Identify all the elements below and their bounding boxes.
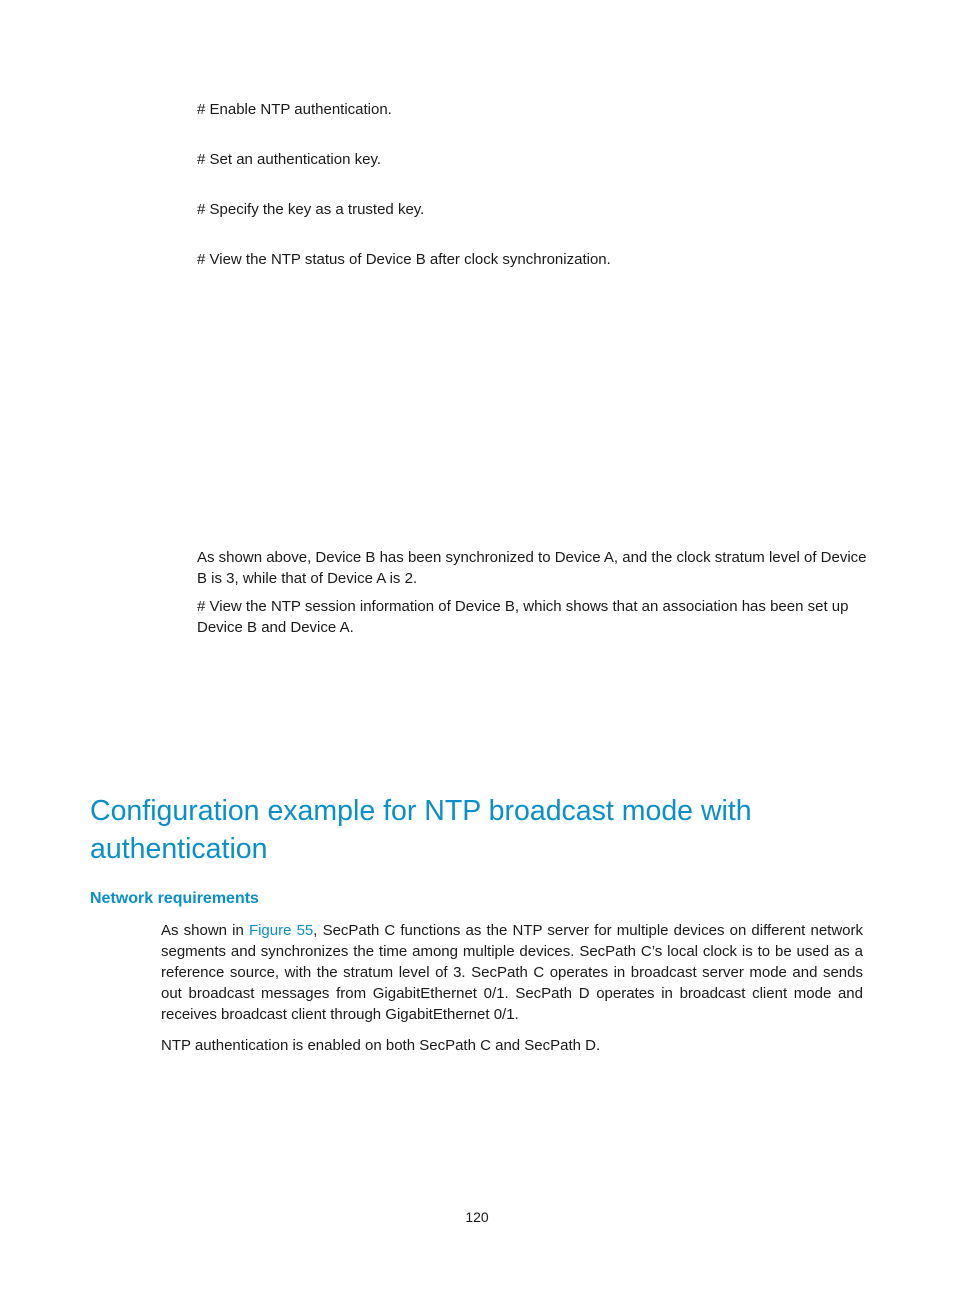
section-title: Configuration example for NTP broadcast mode with authentication xyxy=(90,795,752,865)
network-requirements-paragraph xyxy=(161,920,863,1025)
subsection-title: Network requirements xyxy=(90,890,259,907)
step-specify-trusted-key: # Specify the key as a trusted key. xyxy=(197,201,425,218)
summary-paragraph: As shown above, Device B has been synchronized to Device A, and the clock stratum level of Device B is 3, while that of Device A is 2. xyxy=(197,549,867,587)
page-number: 120 xyxy=(465,1209,489,1225)
network-requirements-text: , SecPath C functions as the NTP server for multiple devices on different network segments and synchronizes the time among multiple devices. SecPath C’s local clock is to be used as a reference source, with the stratum level of 3. SecPath C operates in broadcast server mode and sends out broadcast messages from GigabitEthernet 0/1. SecPath D operates in broadcast client mode and receives broadcast client through GigabitEthernet 0/1. xyxy=(161,922,864,1023)
step-set-authentication-key: # Set an authentication key. xyxy=(197,151,382,168)
figure-55-link[interactable]: Figure 55 xyxy=(248,922,314,939)
session-info-paragraph: # View the NTP session information of Device B, which shows that an association has been set up Device B and Device A. xyxy=(197,598,849,636)
network-requirements-prefix: As shown in xyxy=(161,922,249,939)
authentication-note: NTP authentication is enabled on both SecPath C and SecPath D. xyxy=(161,1037,601,1054)
step-view-ntp-status: # View the NTP status of Device B after clock synchronization. xyxy=(197,251,611,268)
step-enable-ntp-authentication: # Enable NTP authentication. xyxy=(197,101,392,118)
